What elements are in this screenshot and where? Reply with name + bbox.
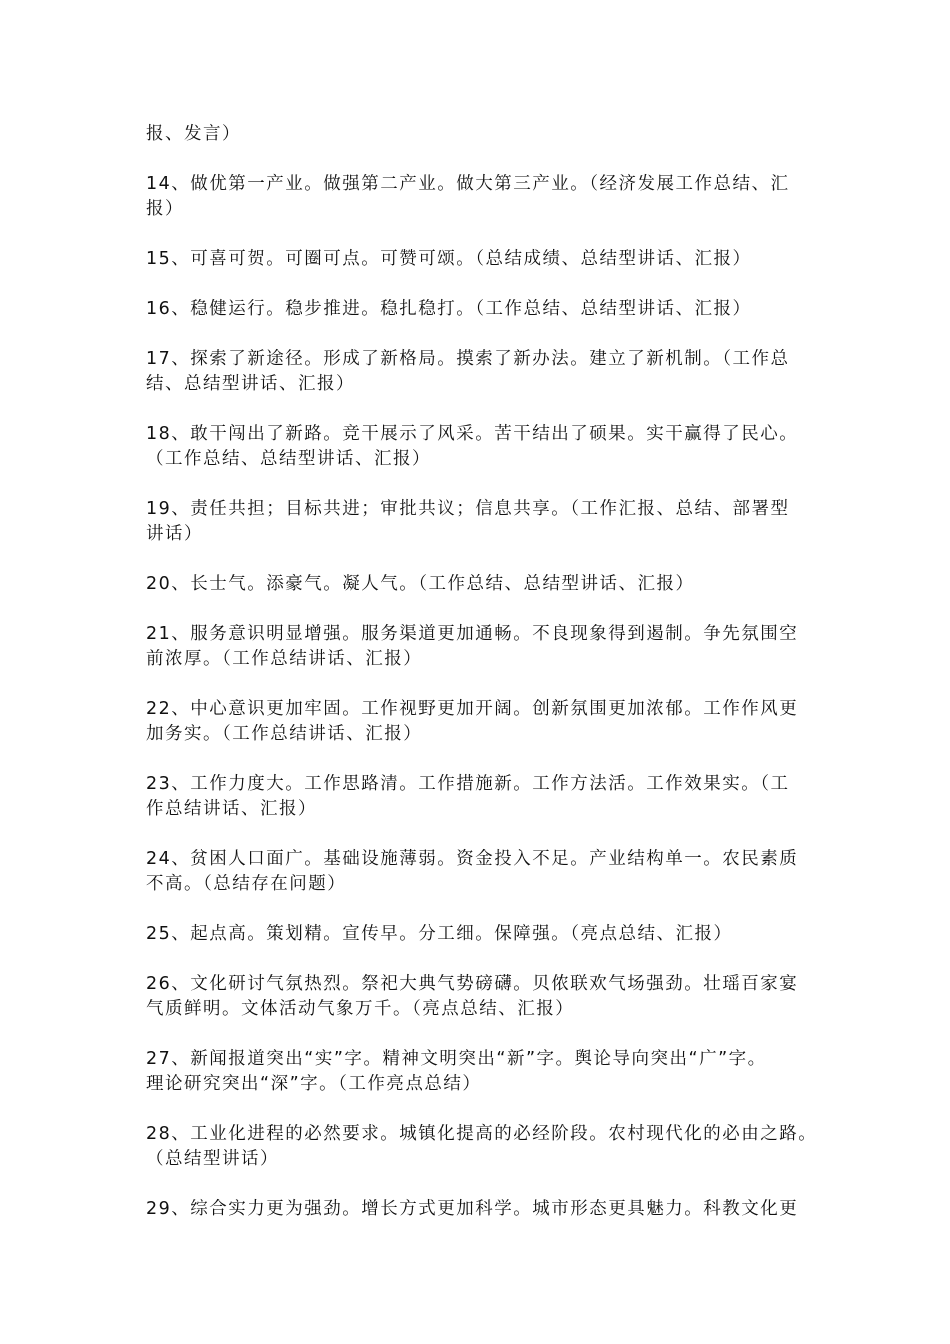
paragraph	[146, 247, 826, 272]
text-line: 23、工作力度大。工作思路清。工作措施新。工作方法活。工作效果实。（工	[146, 774, 790, 794]
paragraph	[146, 697, 826, 747]
text-line: 加务实。（工作总结讲话、汇报）	[146, 724, 423, 744]
paragraph	[146, 1122, 826, 1172]
text-line: 讲话）	[146, 524, 203, 544]
text-line: 理论研究突出“深”字。（工作亮点总结）	[146, 1074, 482, 1094]
text-line: 24、贫困人口面广。基础设施薄弱。资金投入不足。产业结构单一。农民素质	[146, 849, 799, 869]
paragraph	[146, 847, 826, 897]
text-line: 作总结讲话、汇报）	[146, 799, 317, 819]
text-line: 结、总结型讲话、汇报）	[146, 374, 355, 394]
paragraph	[146, 172, 826, 222]
paragraph	[146, 497, 826, 547]
text-line: 22、中心意识更加牢固。工作视野更加开阔。创新氛围更加浓郁。工作作风更	[146, 699, 799, 719]
text-line: 17、探索了新途径。形成了新格局。摸索了新办法。建立了新机制。（工作总	[146, 349, 790, 369]
paragraph	[146, 1197, 826, 1222]
paragraph	[146, 122, 826, 147]
paragraph	[146, 297, 826, 322]
text-line: 27、新闻报道突出“实”字。精神文明突出“新”字。舆论导向突出“广”字。	[146, 1049, 767, 1069]
text-line: 18、敢干闯出了新路。竞干展示了风采。苦干结出了硕果。实干赢得了民心。	[146, 424, 799, 444]
paragraph	[146, 972, 826, 1022]
document-body	[146, 122, 826, 1247]
text-line: 不高。（总结存在问题）	[146, 874, 347, 894]
paragraph	[146, 572, 826, 597]
text-line: （总结型讲话）	[146, 1149, 279, 1169]
text-line: 29、综合实力更为强劲。增长方式更加科学。城市形态更具魅力。科教文化更	[146, 1199, 799, 1219]
text-line: 21、服务意识明显增强。服务渠道更加通畅。不良现象得到遏制。争先氛围空	[146, 624, 799, 644]
paragraph	[146, 1047, 826, 1097]
paragraph	[146, 347, 826, 397]
paragraph	[146, 622, 826, 672]
text-line: 26、文化研讨气氛热烈。祭祀大典气势磅礴。贝侬联欢气场强劲。壮瑶百家宴	[146, 974, 799, 994]
paragraph	[146, 922, 826, 947]
text-line: 28、工业化进程的必然要求。城镇化提高的必经阶段。农村现代化的必由之路。	[146, 1124, 818, 1144]
text-line: 气质鲜明。文体活动气象万千。（亮点总结、汇报）	[146, 999, 575, 1019]
text-line: 报、发言）	[146, 124, 241, 144]
text-line: 前浓厚。（工作总结讲话、汇报）	[146, 649, 423, 669]
text-line: 15、可喜可贺。可圈可点。可赞可颂。（总结成绩、总结型讲话、汇报）	[146, 249, 752, 269]
text-line: 16、稳健运行。稳步推进。稳扎稳打。（工作总结、总结型讲话、汇报）	[146, 299, 752, 319]
text-line: 25、起点高。策划精。宣传早。分工细。保障强。（亮点总结、汇报）	[146, 924, 733, 944]
text-line: （工作总结、总结型讲话、汇报）	[146, 449, 431, 469]
text-line: 报）	[146, 199, 184, 219]
text-line: 19、责任共担；目标共进；审批共议；信息共享。（工作汇报、总结、部署型	[146, 499, 790, 519]
paragraph	[146, 772, 826, 822]
paragraph	[146, 422, 826, 472]
text-line: 20、长士气。添豪气。凝人气。（工作总结、总结型讲话、汇报）	[146, 574, 695, 594]
text-line: 14、做优第一产业。做强第二产业。做大第三产业。（经济发展工作总结、汇	[146, 174, 790, 194]
